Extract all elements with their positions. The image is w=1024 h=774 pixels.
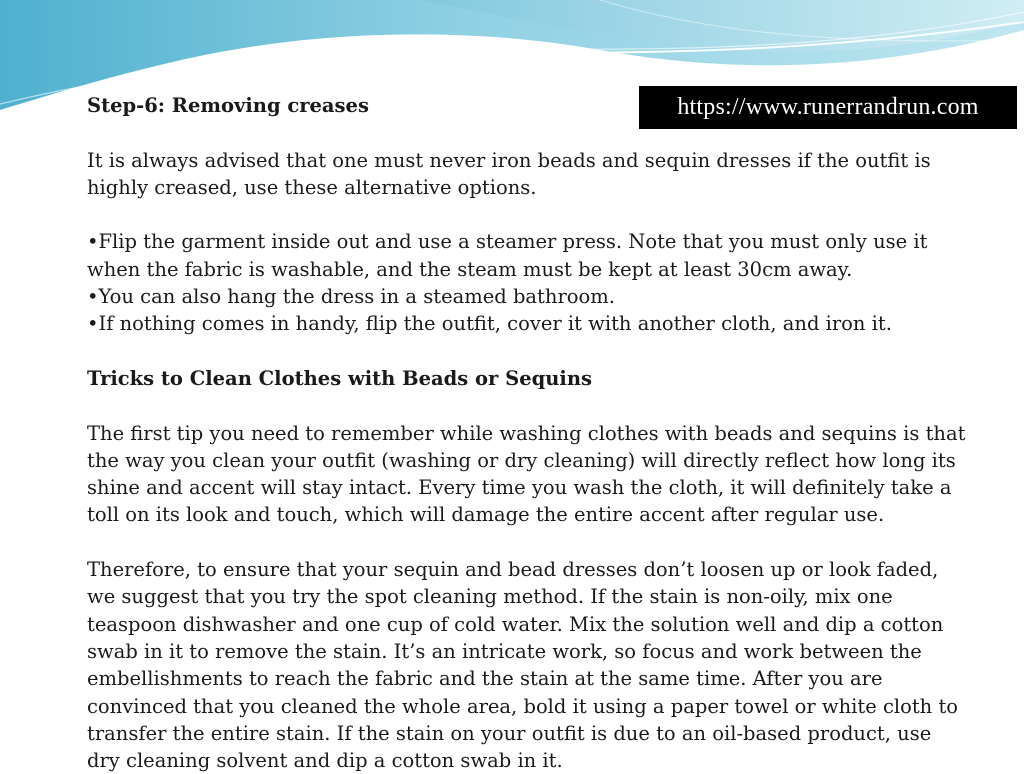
section-heading-tricks: Tricks to Clean Clothes with Beads or Sequins [87, 366, 592, 390]
website-url-badge: https://www.runerrandrun.com [639, 86, 1017, 129]
spacer [87, 119, 967, 146]
bullet-item: •Flip the garment inside out and use a steamer press. Note that you must only use it when the fabric is washable, and the steam must be kept at least 30cm away. [87, 230, 928, 281]
spacer [87, 338, 967, 365]
intro-paragraph: It is always advised that one must never iron beads and sequin dresses if the outfit is highly creased, use these alternative options. [87, 148, 931, 199]
spacer [87, 392, 967, 419]
bullet-item: •You can also hang the dress in a steamed bathroom. [87, 285, 615, 309]
body-paragraph: The first tip you need to remember while washing clothes with beads and sequins is that the way you clean your outfit (washing or dry cleaning) will directly reflect how long its shine and accent will stay intact. Every time you wash the cloth, it will definitely take a toll on its look and touch, which will damage the entire accent after regular use. [87, 421, 966, 527]
body-paragraph: Therefore, to ensure that your sequin and bead dresses don’t loosen up or look faded, we suggest that you try the spot cleaning method. If the stain is non-oily, mix one teaspoon dishwasher and one cup of cold water. Mix the solution well and dip a cotton swab in it to remove the stain. It’s an intricate work, so focus and work between the embellishments to reach the fabric and the stain at the same time. After you are convinced that you cleaned the whole area, bold it using a paper towel or white cloth to transfer the entire stain. If the stain on your outfit is due to an oil-based product, use dry cleaning solvent and dip a cotton swab in it. [87, 558, 959, 773]
bullet-item: •If nothing comes in handy, flip the outfit, cover it with another cloth, and iron it. [87, 312, 892, 336]
document-body [87, 92, 967, 774]
spacer [87, 529, 967, 556]
spacer [87, 201, 967, 228]
section-heading-removing-creases: Step-6: Removing creases [87, 94, 369, 117]
